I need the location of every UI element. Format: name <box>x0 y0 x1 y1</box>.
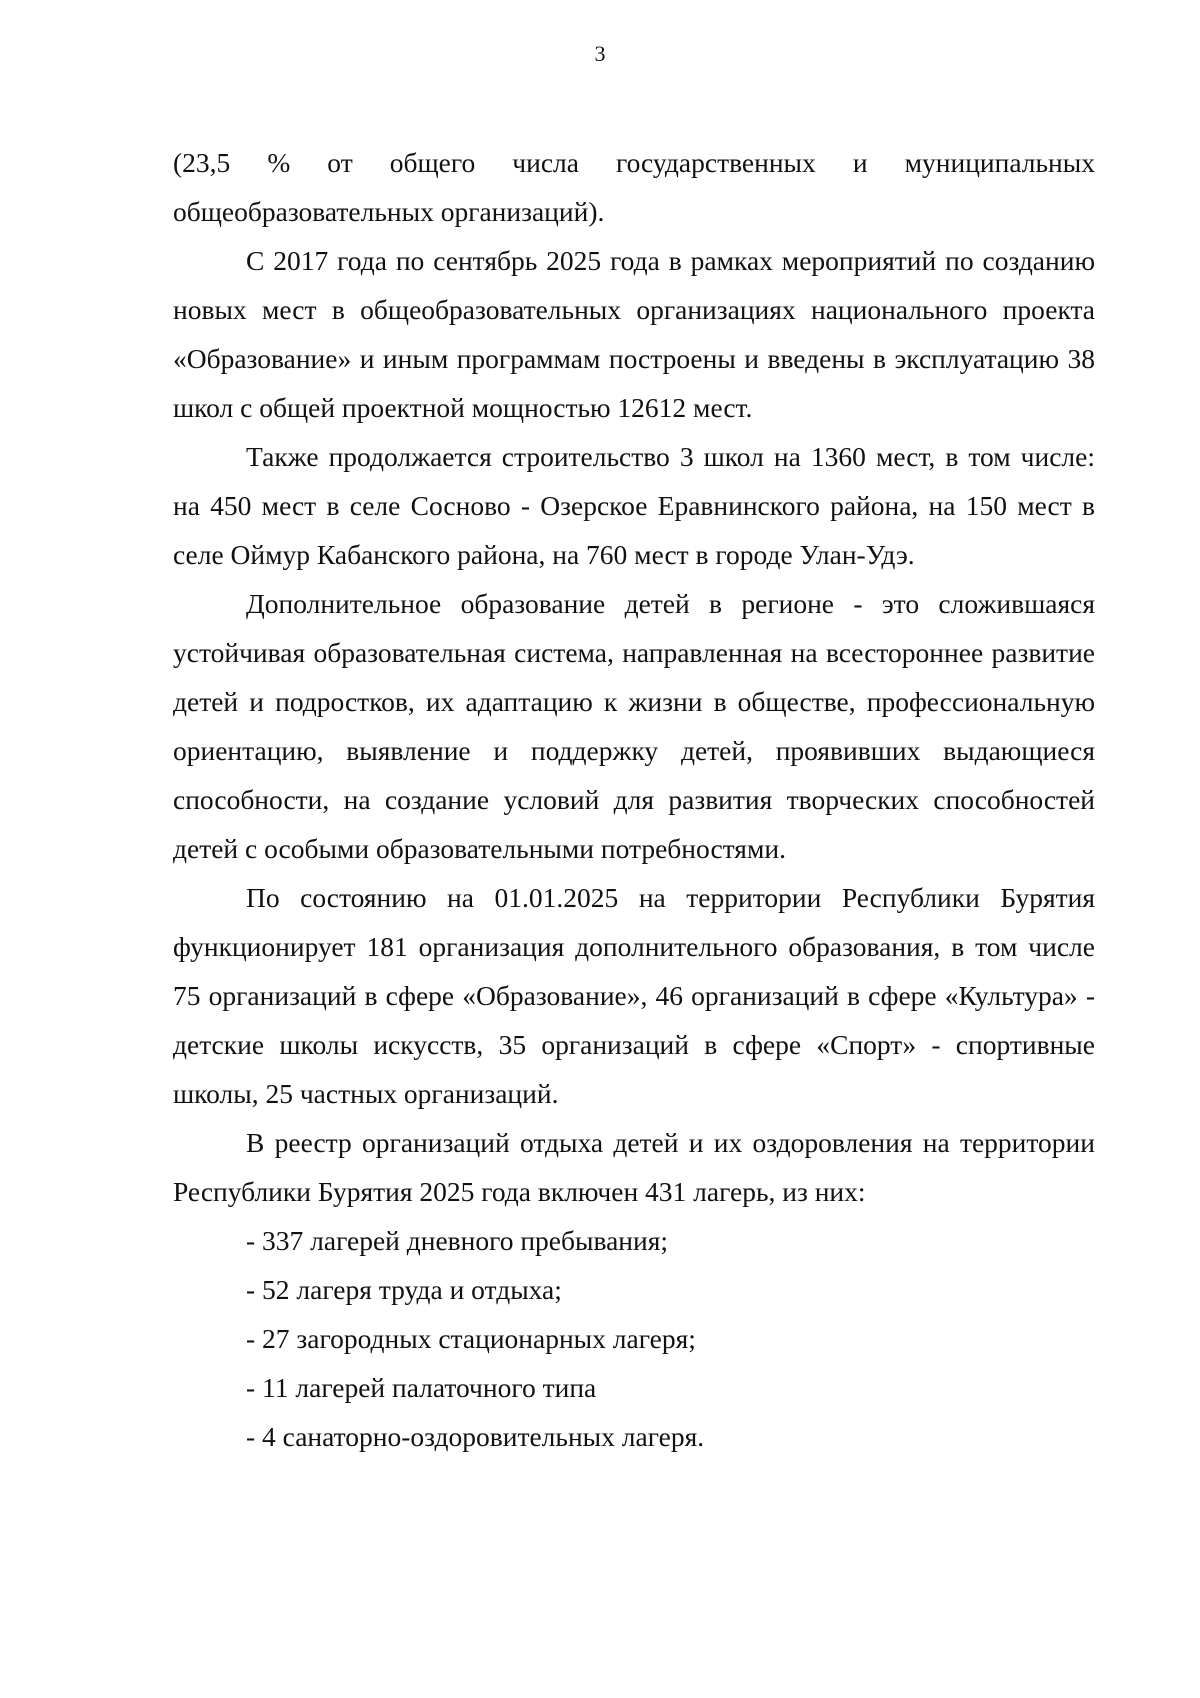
document-body <box>173 138 1095 1461</box>
list-item: - 337 лагерей дневного пребывания; <box>246 1225 669 1256</box>
paragraph-new-schools: С 2017 года по сентябрь 2025 года в рамках мероприятий по созданию новых мест в общеобразовательных организациях национального проекта «Образование» и иным программам построены и введены в эксплуатацию 38 школ с общей проектной мощностью 12612 мест. <box>173 245 1095 423</box>
list-item: - 4 санаторно-оздоровительных лагеря. <box>246 1421 705 1452</box>
paragraph-construction: Также продолжается строительство 3 школ на 1360 мест, в том числе: на 450 мест в селе Сосново - Озерское Еравнинского района, на 150 мест в селе Оймур Кабанского района, на 760 мест в городе Улан-Удэ. <box>173 441 1095 570</box>
list-item: - 52 лагеря труда и отдыха; <box>246 1274 562 1305</box>
list-item: - 27 загородных стационарных лагеря; <box>246 1323 696 1354</box>
list-item: - 11 лагерей палаточного типа <box>246 1372 597 1403</box>
paragraph-organizations-count: По состоянию на 01.01.2025 на территории Республики Бурятия функционирует 181 организация дополнительного образования, в том числе 75 организаций в сфере «Образование», 46 организаций в сфере «Культура» - детские школы искусств, 35 организаций в сфере «Спорт» - спортивные школы, 25 частных организаций. <box>173 882 1095 1109</box>
page-number: 3 <box>594 41 606 66</box>
paragraph-school-share: (23,5 % от общего числа государственных и муниципальных общеобразовательных организаций). <box>173 147 1095 227</box>
paragraph-additional-education: Дополнительное образование детей в регионе - это сложившаяся устойчивая образовательная система, направленная на всестороннее развитие детей и подростков, их адаптацию к жизни в обществе, профессиональную ориентацию, выявление и поддержку детей, проявивших выдающиеся способности, на создание условий для развития творческих способностей детей с особыми образовательными потребностями. <box>173 588 1095 864</box>
paragraph-camp-registry: В реестр организаций отдыха детей и их оздоровления на территории Республики Бурятия 2025 года включен 431 лагерь, из них: <box>173 1127 1095 1207</box>
camp-list <box>173 1216 1095 1461</box>
